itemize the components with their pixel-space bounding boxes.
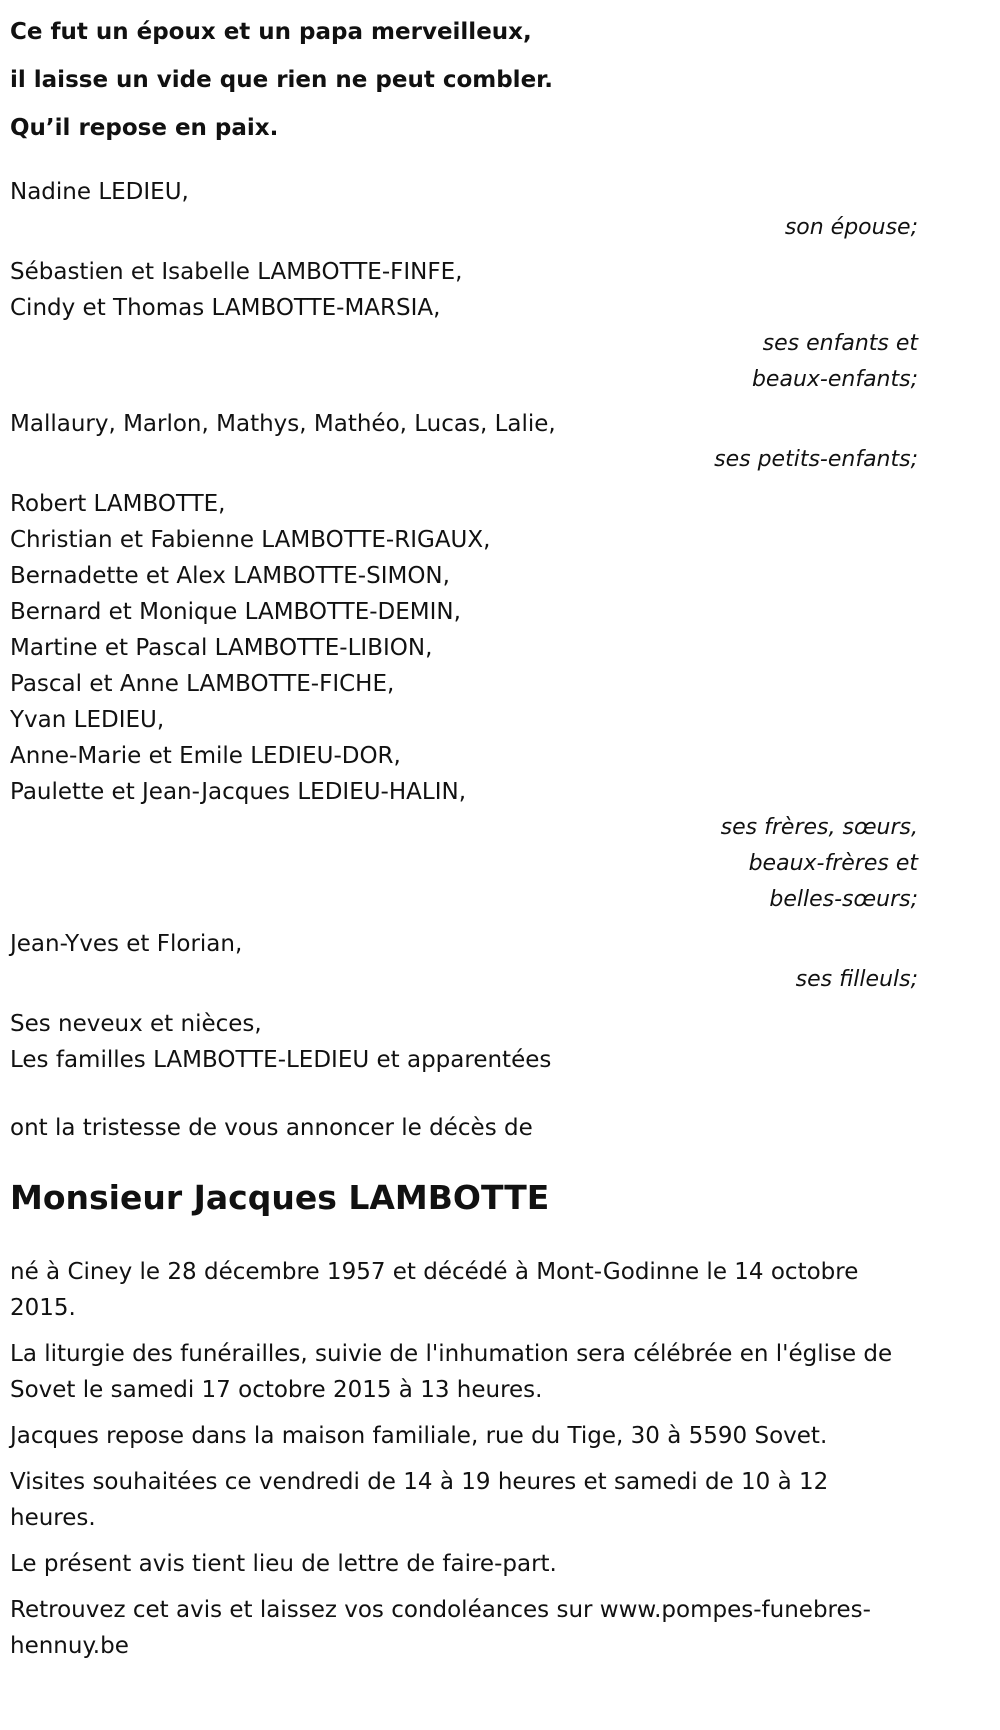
intro-verse <box>10 8 920 152</box>
family-relation <box>10 210 920 246</box>
intro-line: il laisse un vide que rien ne peut combler. <box>10 67 553 93</box>
family-list <box>10 174 920 998</box>
family-member-name: Robert LAMBOTTE, <box>10 491 226 517</box>
funeral-details <box>10 1254 920 1664</box>
family-member-name: Sébastien et Isabelle LAMBOTTE-FINFE, <box>10 259 463 285</box>
family-member-name: Bernadette et Alex LAMBOTTE-SIMON, <box>10 563 450 589</box>
extended-family <box>10 1006 920 1078</box>
relation-line: son épouse; <box>784 215 918 240</box>
family-group <box>10 254 920 398</box>
family-names <box>10 486 920 810</box>
extended-family-line: Les familles LAMBOTTE-LEDIEU et apparentées <box>10 1047 552 1073</box>
family-relation <box>10 962 920 998</box>
family-member-name: Paulette et Jean-Jacques LEDIEU-HALIN, <box>10 779 467 805</box>
family-relation <box>10 442 920 478</box>
family-group <box>10 174 920 246</box>
detail-paragraph: Jacques repose dans la maison familiale, rue du Tige, 30 à 5590 Sovet. <box>10 1423 828 1449</box>
relation-line: ses filleuls; <box>795 967 918 992</box>
family-member-name: Anne-Marie et Emile LEDIEU-DOR, <box>10 743 401 769</box>
announcement-text: ont la tristesse de vous annoncer le décès de <box>10 1115 533 1141</box>
family-relation <box>10 326 920 398</box>
family-relation <box>10 810 920 918</box>
relation-line: ses frères, sœurs, <box>720 815 918 840</box>
family-member-name: Yvan LEDIEU, <box>10 707 165 733</box>
family-member-name: Nadine LEDIEU, <box>10 179 189 205</box>
intro-line: Ce fut un époux et un papa merveilleux, <box>10 19 532 45</box>
family-member-name: Bernard et Monique LAMBOTTE-DEMIN, <box>10 599 461 625</box>
family-names <box>10 174 920 210</box>
relation-line: ses enfants et <box>762 331 918 356</box>
deceased-name: Monsieur Jacques LAMBOTTE <box>10 1178 550 1217</box>
relation-line: beaux-frères et <box>748 851 918 876</box>
family-group <box>10 926 920 998</box>
family-member-name: Christian et Fabienne LAMBOTTE-RIGAUX, <box>10 527 491 553</box>
family-member-name: Pascal et Anne LAMBOTTE-FICHE, <box>10 671 395 697</box>
family-names <box>10 926 920 962</box>
relation-line: ses petits-enfants; <box>714 447 918 472</box>
detail-paragraph: La liturgie des funérailles, suivie de l'inhumation sera célébrée en l'église de Sovet le samedi 17 octobre 2015 à 13 heures. <box>10 1341 893 1403</box>
family-names <box>10 406 920 442</box>
family-member-name: Cindy et Thomas LAMBOTTE-MARSIA, <box>10 295 441 321</box>
relation-line: beaux-enfants; <box>751 367 918 392</box>
family-group <box>10 486 920 918</box>
family-member-name: Jean-Yves et Florian, <box>10 931 243 957</box>
detail-paragraph: Visites souhaitées ce vendredi de 14 à 19 heures et samedi de 10 à 12 heures. <box>10 1469 829 1531</box>
detail-paragraph: Le présent avis tient lieu de lettre de faire-part. <box>10 1551 557 1577</box>
family-member-name: Martine et Pascal LAMBOTTE-LIBION, <box>10 635 433 661</box>
family-member-name: Mallaury, Marlon, Mathys, Mathéo, Lucas, Lalie, <box>10 411 556 437</box>
family-names <box>10 254 920 326</box>
extended-family-line: Ses neveux et nièces, <box>10 1011 262 1037</box>
detail-paragraph: né à Ciney le 28 décembre 1957 et décédé à Mont-Godinne le 14 octobre 2015. <box>10 1259 859 1321</box>
detail-paragraph: Retrouvez cet avis et laissez vos condoléances sur www.pompes-funebres-hennuy.be <box>10 1597 871 1659</box>
relation-line: belles-sœurs; <box>769 887 918 912</box>
intro-line: Qu’il repose en paix. <box>10 115 279 141</box>
family-group <box>10 406 920 478</box>
